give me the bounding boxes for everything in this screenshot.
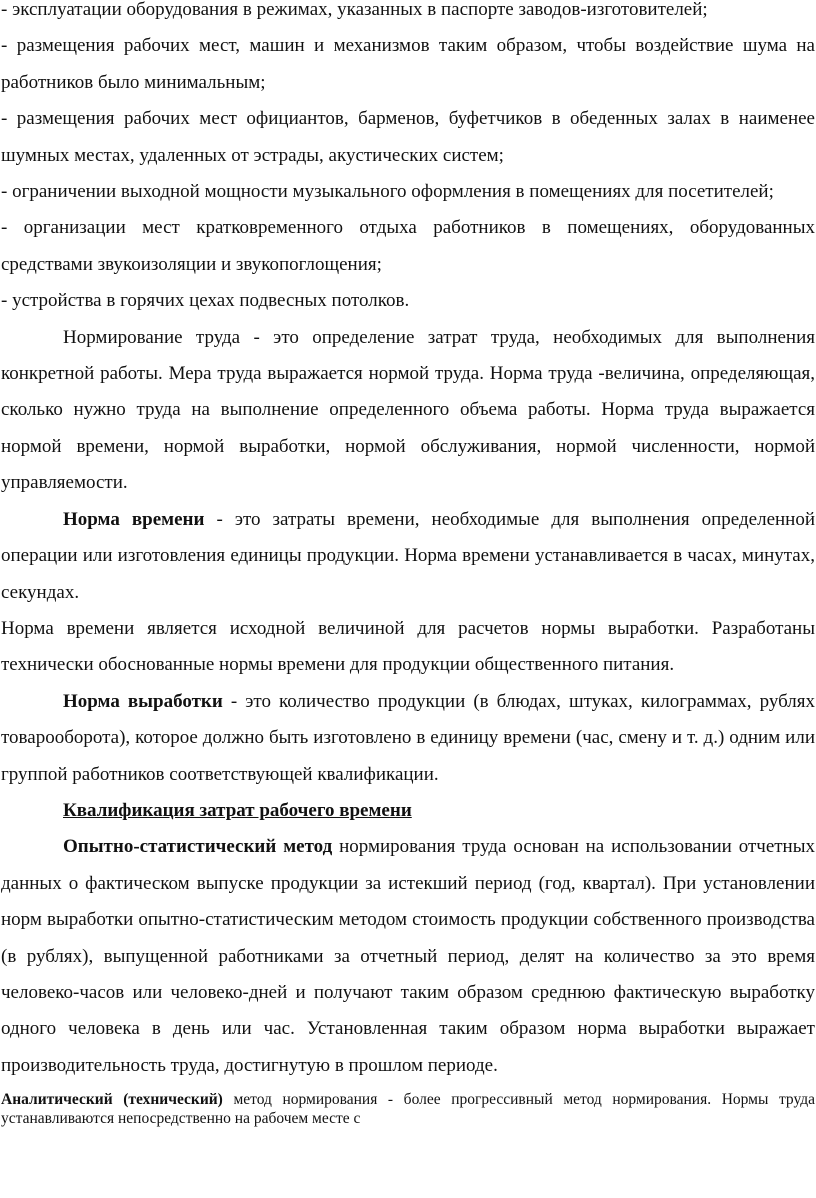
paragraph-analytical-method-text: метод нормирования - более прогрессивный метод нормирования. Нормы труда устанавливаются непосредственно на рабочем месте с [1, 1091, 816, 1128]
paragraph-output-norm-text: - это количество продукции (в блюдах, штуках, килограммах, рублях товарооборота), которое должно быть изготовлено в единицу времени (час, смену и т. д.) одним или группой работников соответствующей квалификации. [1, 690, 815, 785]
paragraph-time-norm [1, 502, 815, 611]
paragraph-output-norm [1, 684, 815, 793]
paragraph-statistical-method [1, 829, 815, 1084]
paragraph-time-norm-text: - это затраты времени, необходимые для выполнения определенной операции или изготовления единицы продукции. Норма времени устанавливается в часах, минутах, секундах. [1, 508, 816, 603]
list-item: - размещения рабочих мест официантов, барменов, буфетчиков в обеденных залах в наименее шумных местах, удаленных от эстрады, акустических систем; [1, 108, 815, 166]
list-item: - эксплуатации оборудования в режимах, указанных в паспорте заводов-изготовителей; [1, 0, 708, 20]
paragraph-analytical-method [1, 1090, 815, 1128]
list-item: - устройства в горячих цехах подвесных потолков. [1, 290, 410, 312]
paragraph-labor-rationing: Нормирование труда - это определение затрат труда, необходимых для выполнения конкретной работы. Мера труда выражается нормой труда. Норма труда -величина, определяющая, сколько нужно труда на выполнение определенного объема работы. Норма труда выражается нормой времени, нормой выработки, нормой обслуживания, нормой численности, нормой управляемости. [1, 326, 815, 494]
list-item: - ограничении выходной мощности музыкального оформления в помещениях для посетителей; [1, 181, 774, 203]
paragraph-statistical-method-text: нормирования труда основан на использовании отчетных данных о фактическом выпуске продукции за истекший период (год, квартал). При установлении норм выработки опытно-статистическим методом стоимость продукции собственного производства (в рублях), выпущенной работниками за отчетный период, делят на количество за это время человеко-часов или человеко-дней и получают таким образом среднюю фактическую выработку одного человека в день или час. Установленная таким образом норма выработки выражает производительность труда, достигнутую в прошлом периоде. [1, 836, 815, 1076]
term-output-norm: Норма выработки [63, 690, 223, 712]
term-analytical-method: Аналитический (технический) [1, 1091, 223, 1109]
term-time-norm: Норма времени [63, 508, 205, 530]
section-heading: Квалификация затрат рабочего времени [63, 799, 412, 821]
list-item: - организации мест кратковременного отдыха работников в помещениях, оборудованных средствами звукоизоляции и звукопоглощения; [1, 217, 815, 275]
term-statistical-method: Опытно-статистический метод [63, 836, 333, 858]
paragraph-time-norm-basis: Норма времени является исходной величиной для расчетов нормы выработки. Разработаны технически обоснованные нормы времени для продукции общественного питания. [1, 617, 815, 676]
list-item: - размещения рабочих мест, машин и механизмов таким образом, чтобы воздействие шума на работников было минимальным; [1, 35, 815, 93]
